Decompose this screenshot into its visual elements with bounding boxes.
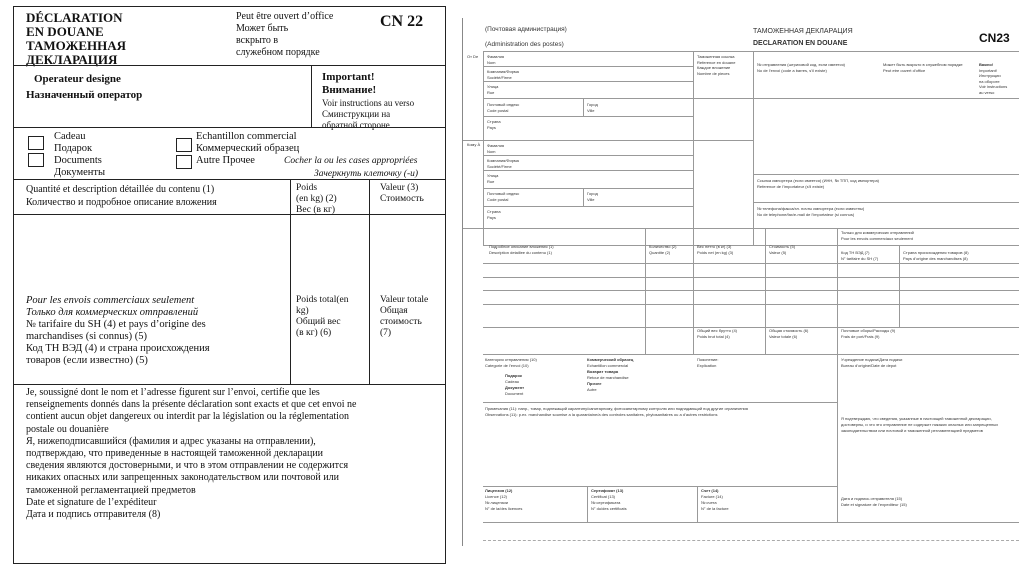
cn22-title — [26, 11, 126, 67]
col-value — [380, 183, 424, 205]
col-weight — [697, 244, 733, 255]
addr-line: Почтовый индекс — [487, 191, 520, 196]
mid-line: Таможенная ссылка — [697, 54, 735, 59]
col-line: Valeur (5) — [769, 249, 787, 255]
total-line: стоимость — [380, 317, 422, 327]
cn22-code: CN 22 — [380, 13, 424, 30]
cert-line: № сертификата — [591, 500, 621, 505]
importer-line: № телефона/факса/эл. почты импортера (если известны) — [757, 206, 865, 211]
cat-opt[interactable]: Документ — [505, 385, 525, 390]
certify-line: законодательством или почтовой и таможенной регламентацией предметов — [841, 428, 983, 433]
city-line: Город — [587, 102, 598, 107]
inv-line: N° de la facture — [701, 506, 729, 511]
cn23-code: CN23 — [979, 31, 1010, 45]
addr-field — [487, 119, 501, 130]
addr-field — [487, 143, 504, 154]
col-hs — [841, 250, 878, 261]
cat-opt[interactable]: Прочее — [587, 381, 602, 386]
certify-line: достоверны, и что это отправление не содержит никаких опасных или запрещенных — [841, 422, 999, 427]
imp-line: Инструкции — [979, 73, 1001, 78]
important-note — [979, 62, 1007, 95]
note-line: вскрыто в — [236, 35, 279, 46]
right-line: Может быть вскрыто в служебном порядке — [883, 62, 963, 67]
total-value — [380, 295, 428, 339]
addr-line: Rue — [487, 178, 495, 184]
lic-line: № лицензии — [485, 500, 508, 505]
addr-field — [487, 102, 519, 113]
addr-field — [487, 173, 498, 184]
total-line: Valeur totale (6) — [769, 333, 798, 339]
addr-field — [487, 158, 519, 169]
col-origin — [903, 250, 969, 261]
addr-field — [487, 84, 498, 95]
col-contents — [26, 183, 217, 209]
mid-line: Каждое вложение — [697, 65, 731, 70]
cn22-title-line: EN DOUANE — [26, 24, 104, 39]
importer-line: No de telephone/fax/e-mail de l’importateur (si connus) — [757, 212, 855, 217]
gift-checkbox[interactable] — [28, 136, 44, 150]
addr-line: Pays — [487, 124, 496, 130]
importer-line: Ссылка импортера (если имеется) (ИНН, № ТПП, код импортера) — [757, 178, 879, 183]
gift-label — [54, 131, 105, 179]
cat-line: Документы — [54, 167, 106, 178]
total-weight — [697, 328, 737, 339]
col-line: Вес нетто (в кг) (3) — [697, 244, 732, 249]
from-label: От De — [467, 54, 479, 59]
declaration-line: renseignements donnés dans la présente déclaration sont exacts et que cet envoi ne — [26, 399, 357, 411]
col-line: Poids net (en kg) (3) — [697, 249, 734, 255]
total-line: Общая стоимость (6) — [769, 328, 809, 333]
imp-line: на обороте — [979, 78, 1000, 84]
cn22-title-line: ДЕКЛАРАЦИЯ — [26, 52, 118, 67]
total-line: Общий вес брутто (4) — [697, 328, 738, 333]
note-line: служебном порядке — [236, 47, 320, 58]
open-note — [883, 62, 963, 74]
charge-line: Frais de port/Frais (9) — [841, 333, 880, 339]
total-value — [769, 328, 808, 339]
declaration-line: никаких опасных или запрещенных законодательством или почтовой или — [26, 472, 339, 484]
total-line: (7) — [380, 328, 392, 338]
sign-line: Date et signature de l’expediteur (15) — [841, 502, 907, 507]
sender-signature — [841, 496, 907, 508]
col-line: N° tarifaire du SH (7) — [841, 255, 879, 261]
col-line: Количество и подробное описание вложения — [26, 197, 217, 208]
addr-line: Société/Firme — [487, 163, 512, 169]
addr-line: Компания/Фирма — [487, 69, 519, 74]
city-line: Город — [587, 191, 598, 196]
city-field — [587, 102, 598, 113]
cn22-title-line: ТАМОЖЕННАЯ — [26, 38, 126, 53]
imp-line: au verso — [979, 89, 995, 95]
importer-line: Reference de l’importateur (s’il existe) — [757, 184, 825, 189]
operator-fr: Operateur designe — [34, 73, 121, 85]
cn23-admin-ru: (Почтовая администрация) — [485, 26, 567, 33]
commercial-line: Код ТН ВЭД (4) и страна происхождения — [26, 343, 210, 354]
lic-line: Лицензия (12) — [485, 488, 513, 493]
cn23-admin-fr: (Administration des postes) — [485, 41, 564, 48]
col-qty — [649, 244, 676, 255]
total-line: Общий вес — [296, 317, 341, 327]
important-line: Внимание! — [322, 84, 377, 96]
addr-field — [487, 209, 501, 220]
office-line: Учреждение подачи/Дата подачи — [841, 357, 903, 362]
total-line: Poids brut total (4) — [697, 333, 730, 339]
addr-line: Улица — [487, 84, 499, 89]
certificate — [591, 488, 627, 512]
total-line: Poids total(en — [296, 295, 349, 305]
expl-line: Explication — [697, 362, 717, 368]
col-line: Pays d’origine des marchandises (8) — [903, 255, 968, 261]
explanation — [697, 357, 718, 368]
lic-line: Licence (12) — [485, 494, 508, 499]
cat-line: Категория отправления (10) — [485, 357, 537, 362]
city-line: Ville — [587, 196, 595, 202]
col-line: Стоимость (5) — [769, 244, 796, 249]
addr-line: Rue — [487, 89, 495, 95]
category-options-1 — [505, 373, 524, 397]
total-line: (в кг) (6) — [296, 328, 332, 338]
col-line: Description detaillee du contenu (1) — [489, 249, 552, 255]
note-line: Может быть — [236, 23, 289, 34]
cat-line: Documents — [54, 155, 102, 166]
declaration-line: Date et signature de l’expéditeur — [26, 496, 157, 508]
remark-line: Примечания (11): напр., товар, подлежащий карантину/санитарному, фитосанитарному контролю или подпадающий под другие ограничения — [485, 406, 748, 411]
mid-line: Nombre de pieces — [697, 70, 730, 76]
addr-line: Code postal — [487, 196, 509, 202]
commercial-line: товаров (если известно) (5) — [26, 355, 148, 366]
important-line: Important! — [322, 71, 375, 83]
declaration-line: таможенной регламентацией предметов — [26, 484, 196, 496]
col-line: (en kg) (2) — [296, 194, 337, 204]
charge-line: Почтовые сборы/Расходы (9) — [841, 328, 896, 333]
col-line: Вес (в кг) — [296, 205, 336, 215]
cert-line: Certificat (13) — [591, 494, 616, 499]
cat-line: Cadeau — [54, 131, 86, 142]
cn22-title-line: DÉCLARATION — [26, 10, 123, 25]
addr-line: Pays — [487, 214, 496, 220]
mailing-office — [841, 357, 902, 368]
inv-line: № счета — [701, 500, 717, 505]
importer-tel — [757, 206, 864, 218]
lic-line: N° de la/des licences — [485, 506, 523, 511]
remarks — [485, 406, 748, 418]
inv-line: Счет (14) — [701, 488, 719, 493]
instructions-line: Сминструкции на — [322, 109, 391, 119]
city-field — [587, 191, 598, 202]
tick-fr: Cocher la ou les cases appropriées — [284, 156, 418, 166]
col-line: Quantite (2) — [649, 249, 671, 255]
addr-line: Компания/Фирма — [487, 158, 519, 163]
right-line: No de l’envoi (code a barres, s’il existe) — [757, 68, 827, 73]
imp-line: Important! — [979, 67, 998, 73]
addr-line: Фамилия — [487, 143, 504, 148]
commercial-block — [26, 295, 210, 367]
cat-opt: Echantillon commercial — [587, 363, 629, 368]
commercial-line: № tarifaire du SH (4) et pays d’origine des — [26, 319, 206, 330]
cat-opt[interactable]: Коммерческий образец — [587, 357, 634, 362]
category-options-2 — [587, 357, 633, 393]
cat-opt[interactable]: Подарок — [505, 373, 522, 378]
declaration-line: Je, soussigné dont le nom et l’adresse figurent sur l’envoi, certifie que les — [26, 387, 320, 398]
expl-line: Пояснение: — [697, 357, 719, 362]
col-line: Стоимость — [380, 194, 424, 204]
instructions-line: обратной стороне — [322, 120, 390, 130]
note-line: Peut être ouvert d’office — [236, 11, 334, 22]
sign-line: Дата и подпись отправителя (15) — [841, 496, 903, 501]
col-line: Количество (2) — [649, 244, 677, 249]
com-line: Только для коммерческих отправлений — [841, 230, 914, 235]
col-line: Poids — [296, 183, 318, 193]
important-note — [322, 71, 376, 97]
postal-charges — [841, 328, 895, 339]
col-line: Quantité et description détaillée du contenu (1) — [26, 184, 215, 195]
col-line: Страна происхождения товаров (8) — [903, 250, 969, 255]
declaration-line: contient aucun objet dangereux ou interdit par la législation ou la réglementation — [26, 411, 349, 423]
cat-opt: Cadeau — [505, 379, 520, 384]
declaration-line: сведения являются достоверными, и что в этом отправлении не содержится — [26, 460, 349, 472]
instructions-line: Voir instructions au verso — [322, 98, 415, 108]
addr-line: Société/Firme — [487, 74, 512, 80]
cat-opt: Retour de marchandise — [587, 375, 629, 380]
cn22-form — [13, 6, 446, 564]
imp-line: Важно! — [979, 62, 994, 67]
col-desc — [489, 244, 554, 255]
cn22-open-note — [236, 11, 333, 59]
declaration-text — [26, 387, 356, 521]
col-line: Valeur (3) — [380, 183, 419, 193]
addr-field — [487, 191, 519, 202]
addr-line: Nom — [487, 148, 496, 154]
office-line: Bureau d’origine/Date de depot — [841, 362, 897, 368]
col-weight — [296, 183, 337, 216]
mid-line: Reference en douane — [697, 59, 736, 65]
other-checkbox[interactable] — [176, 155, 192, 169]
declaration-line: postale ou douanière — [26, 423, 109, 435]
addr-line: Фамилия — [487, 54, 504, 59]
to-label: Кому À — [467, 142, 481, 147]
commercial-only — [841, 230, 914, 241]
com-line: Pour les envois commerciaux seulement — [841, 235, 913, 241]
commercial-line: marchandises (si connus) (5) — [26, 331, 148, 342]
cat-line: Подарок — [54, 143, 93, 154]
addr-field — [487, 54, 504, 65]
licence — [485, 488, 522, 512]
col-line: Код ТН ВЭД (7) — [841, 250, 870, 255]
barcode-ref — [757, 62, 845, 74]
tick-ru: Зачеркнуть клеточку (-и) — [314, 169, 419, 179]
addr-line: Улица — [487, 173, 499, 178]
cert-line: Сертификат (13) — [591, 488, 624, 493]
addr-line: Страна — [487, 209, 501, 214]
imp-line: Voir instructions — [979, 84, 1008, 89]
cn23-title-ru: ТАМОЖЕННАЯ ДЕКЛАРАЦИЯ — [753, 28, 853, 35]
cn23-title-fr: DECLARATION EN DOUANE — [753, 40, 848, 47]
certify-line: Я подтверждаю, что сведения, указанные в настоящей таможенной декларации, — [841, 416, 992, 421]
importer-ref — [757, 178, 879, 190]
category-label — [485, 357, 537, 368]
addr-line: Nom — [487, 59, 496, 65]
cert-line: N° du/des certificats — [591, 506, 627, 511]
customs-ref — [697, 54, 735, 76]
cat-opt[interactable]: Возврат товара — [587, 369, 619, 374]
certify — [841, 416, 998, 434]
commercial-line: Только для коммерческих отправлений — [26, 307, 199, 318]
cat-opt: Autre — [587, 387, 597, 392]
total-line: kg) — [296, 306, 309, 316]
commercial-line: Pour les envois commerciaux seulement — [26, 295, 195, 306]
cat-line: Коммерческий образец — [196, 143, 300, 154]
col-value — [769, 244, 795, 255]
city-line: Ville — [587, 107, 595, 113]
remark-line: Observations (11): p.ex. marchandise soumise a la quarantaine/a des controles sanitaires, phytosanitaires ou a d’autres restrictions — [485, 412, 718, 417]
declaration-line: Я, нижеподписавшийся (фамилия и адрес указаны на отправлении), — [26, 435, 316, 447]
col-line: Подробное описание вложения (1) — [489, 244, 554, 249]
declaration-line: Дата и подпись отправителя (8) — [26, 509, 161, 521]
addr-field — [487, 69, 519, 80]
right-line: № отправления (штриховой код, если имеется) — [757, 62, 845, 67]
total-line: Valeur totale — [380, 295, 429, 305]
right-line: Peut etre ouvert d’office — [883, 68, 926, 73]
operator-ru: Назначенный оператор — [26, 89, 143, 101]
cat-opt: Document — [505, 391, 524, 396]
addr-line: Code postal — [487, 107, 509, 113]
sample-checkbox[interactable] — [176, 138, 192, 152]
total-line: Общая — [380, 306, 408, 316]
cat-line: Categorie de l’envoi (10) — [485, 362, 529, 368]
cn23-form — [462, 18, 1020, 546]
addr-line: Страна — [487, 119, 501, 124]
cat-line: Echantillon commercial — [196, 131, 297, 142]
declaration-line: подтверждаю, что приведенные в настоящей таможенной декларации — [26, 448, 324, 460]
total-weight — [296, 295, 349, 339]
cat-line: Autre Прочее — [196, 155, 255, 166]
documents-checkbox[interactable] — [28, 153, 44, 167]
invoice — [701, 488, 729, 512]
inv-line: Facture (14) — [701, 494, 723, 499]
addr-line: Почтовый индекс — [487, 102, 520, 107]
